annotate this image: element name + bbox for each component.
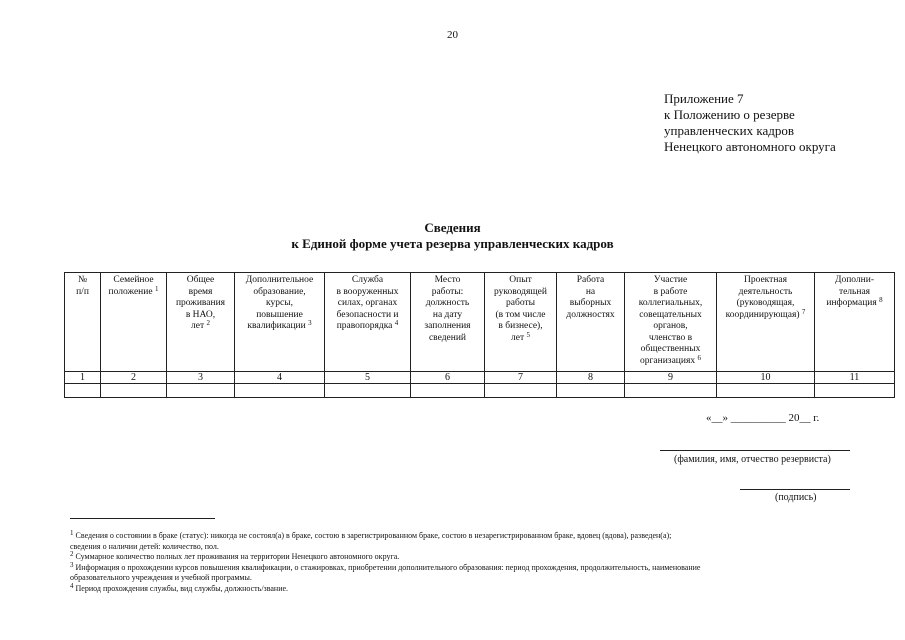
footnote-text: сведения о наличии детей: количество, пол.: [70, 541, 219, 551]
footnote-text: образовательного учреждения и учебной программы.: [70, 573, 252, 582]
empty-cell: [485, 384, 557, 398]
column-header-line: совещательных: [639, 309, 702, 320]
column-header-line: работы: [506, 298, 535, 308]
column-number: 10: [717, 372, 815, 384]
empty-cell: [557, 384, 625, 398]
column-number: 7: [485, 372, 557, 384]
footnote-marker: 2: [206, 319, 210, 327]
footnote-marker: 6: [697, 353, 701, 362]
footnote: [70, 542, 850, 553]
column-header-line: в НАО,: [185, 309, 216, 320]
column-header-line: Работа: [576, 275, 605, 285]
column-header-line: коллегиальных,: [638, 298, 703, 308]
column-header-line: заполнения: [424, 321, 471, 331]
column-header-line: безопасности и: [336, 309, 399, 320]
footnote-text: Информация о прохождении курсов повышения квалификации, о стажировках, приобретении дополнительного образования: период прохождения, продолжительность, наименование: [75, 562, 701, 572]
column-header-line: на: [585, 286, 596, 297]
column-header-line: (руководящая,: [736, 298, 795, 308]
signature-line: [740, 489, 850, 490]
column-number: 3: [167, 372, 235, 384]
empty-cell: [65, 384, 101, 398]
column-header: [485, 273, 557, 372]
column-header-line: на дату: [432, 309, 463, 320]
footnote-marker: 7: [801, 307, 806, 316]
column-header-line: образование,: [253, 286, 306, 297]
header-text: квалификации: [247, 321, 306, 331]
column-header-line: руководящей: [494, 286, 547, 297]
appendix-line: управленческих кадров: [664, 123, 794, 138]
footnote: [70, 531, 850, 542]
table-header-row: [65, 273, 895, 372]
column-header-line: силах, органах: [337, 298, 398, 308]
footnote: [70, 573, 850, 584]
footnote-marker: 1: [154, 284, 159, 293]
column-header-line: работы:: [431, 286, 464, 297]
column-header-line: в бизнесе),: [498, 321, 543, 331]
column-header-line: повышение: [256, 309, 303, 320]
column-header-line: п/п: [76, 286, 89, 297]
footnote-mark: 3: [70, 560, 74, 569]
column-header: [325, 273, 411, 372]
header-text: положение: [108, 286, 153, 297]
column-header: [167, 273, 235, 372]
column-header: [101, 273, 167, 372]
header-text: правопорядка: [336, 321, 393, 331]
footnote: [70, 560, 850, 574]
column-number: 4: [235, 372, 325, 384]
column-number: 2: [101, 372, 167, 384]
column-number: 6: [411, 372, 485, 384]
empty-cell: [717, 384, 815, 398]
column-header-line: выборных: [569, 298, 612, 308]
column-header-line: деятельность: [738, 286, 793, 297]
title-line-2: к Единой форме учета резерва управленческих кадров: [291, 236, 614, 251]
column-header-line: Проектная: [743, 275, 787, 285]
empty-cell: [625, 384, 717, 398]
column-header-line: сведений: [428, 332, 467, 343]
header-text: лет: [511, 332, 525, 343]
footnote-text: Сведения о состоянии в браке (статус): никогда не состоял(а) в браке, состою в зарегистрированном браке, состою в незарегистрированном браке, вдовец (вдова), разведен(а);: [75, 531, 672, 540]
column-header-line: должностях: [566, 309, 615, 320]
column-header-line: Дополнительное: [245, 275, 314, 285]
footnote-marker: 3: [308, 319, 312, 327]
empty-cell: [325, 384, 411, 398]
column-header-line: Служба: [351, 275, 384, 285]
page-number: 20: [447, 29, 458, 41]
column-header-line: №: [77, 275, 88, 285]
column-header-line: Семейное: [113, 275, 154, 285]
column-header-line: [103, 284, 164, 299]
column-header-line: членство в: [648, 332, 693, 343]
column-header-line: (в том числе: [495, 309, 546, 320]
column-header-line: Дополни-: [834, 275, 874, 285]
empty-cell: [101, 384, 167, 398]
footnotes: [70, 531, 850, 594]
column-number: 5: [325, 372, 411, 384]
date-line: «__» __________ 20__ г.: [706, 412, 820, 424]
header-text: координирующая): [725, 309, 800, 320]
column-header-line: органов,: [653, 321, 688, 331]
column-header-line: Участие: [653, 275, 688, 285]
empty-data-row: [65, 384, 895, 398]
column-number: 9: [625, 372, 717, 384]
footnote-mark: 2: [70, 550, 74, 558]
appendix-line: к Положению о резерве: [664, 107, 795, 122]
reserve-form-table: [64, 272, 895, 398]
header-text: организациях: [640, 355, 696, 366]
appendix-line: Ненецкого автономного округа: [664, 139, 836, 154]
empty-cell: [815, 384, 895, 398]
footnote-text: Период прохождения службы, вид службы, должность/звание.: [75, 583, 289, 593]
column-header-line: [327, 321, 408, 333]
footnote-mark: 4: [70, 581, 74, 590]
header-text: лет: [191, 321, 205, 331]
column-number: 11: [815, 372, 895, 384]
footnote: [70, 581, 850, 595]
empty-cell: [167, 384, 235, 398]
footnote-marker: 5: [526, 330, 530, 339]
footnote: [70, 552, 850, 563]
footnote-marker: 4: [394, 319, 399, 327]
column-header-line: должность: [425, 298, 470, 308]
column-header: [625, 273, 717, 372]
column-header-line: проживания: [175, 298, 226, 308]
column-header-line: тельная: [838, 286, 871, 297]
column-header-line: в вооруженных: [336, 286, 399, 297]
column-header: [411, 273, 485, 372]
fio-signature-line: [660, 450, 850, 451]
column-header-line: [237, 321, 322, 333]
footnote-separator: [70, 518, 215, 519]
column-number: 8: [557, 372, 625, 384]
column-header-line: в работе: [653, 286, 688, 297]
document-title: [0, 220, 905, 252]
column-header-line: [719, 307, 812, 322]
column-header: [65, 273, 101, 372]
column-number: 1: [65, 372, 101, 384]
empty-cell: [235, 384, 325, 398]
column-header-line: [169, 321, 232, 333]
footnote-marker: 8: [879, 296, 883, 304]
column-header: [815, 273, 895, 372]
column-header-line: время: [188, 286, 213, 297]
column-number-row: [65, 372, 895, 384]
column-header-line: Место: [434, 275, 461, 285]
footnote-mark: 1: [70, 529, 74, 537]
fio-caption: (фамилия, имя, отчество резервиста): [674, 454, 831, 465]
appendix-heading: [664, 91, 836, 155]
empty-cell: [411, 384, 485, 398]
column-header-line: [817, 298, 892, 310]
column-header-line: курсы,: [266, 298, 293, 308]
column-header-line: Общее: [186, 275, 215, 285]
signature-caption: (подпись): [775, 492, 817, 503]
column-header-line: [487, 330, 554, 345]
appendix-line: Приложение 7: [664, 91, 744, 106]
column-header-line: [627, 353, 714, 368]
footnote-text: Суммарное количество полных лет проживания на территории Ненецкого автономного округа.: [75, 552, 400, 561]
column-header-line: Опыт: [509, 275, 532, 285]
column-header: [717, 273, 815, 372]
column-header: [235, 273, 325, 372]
title-line-1: Сведения: [424, 220, 481, 235]
column-header: [557, 273, 625, 372]
header-text: информация: [826, 298, 877, 308]
column-header-line: общественных: [640, 344, 701, 354]
